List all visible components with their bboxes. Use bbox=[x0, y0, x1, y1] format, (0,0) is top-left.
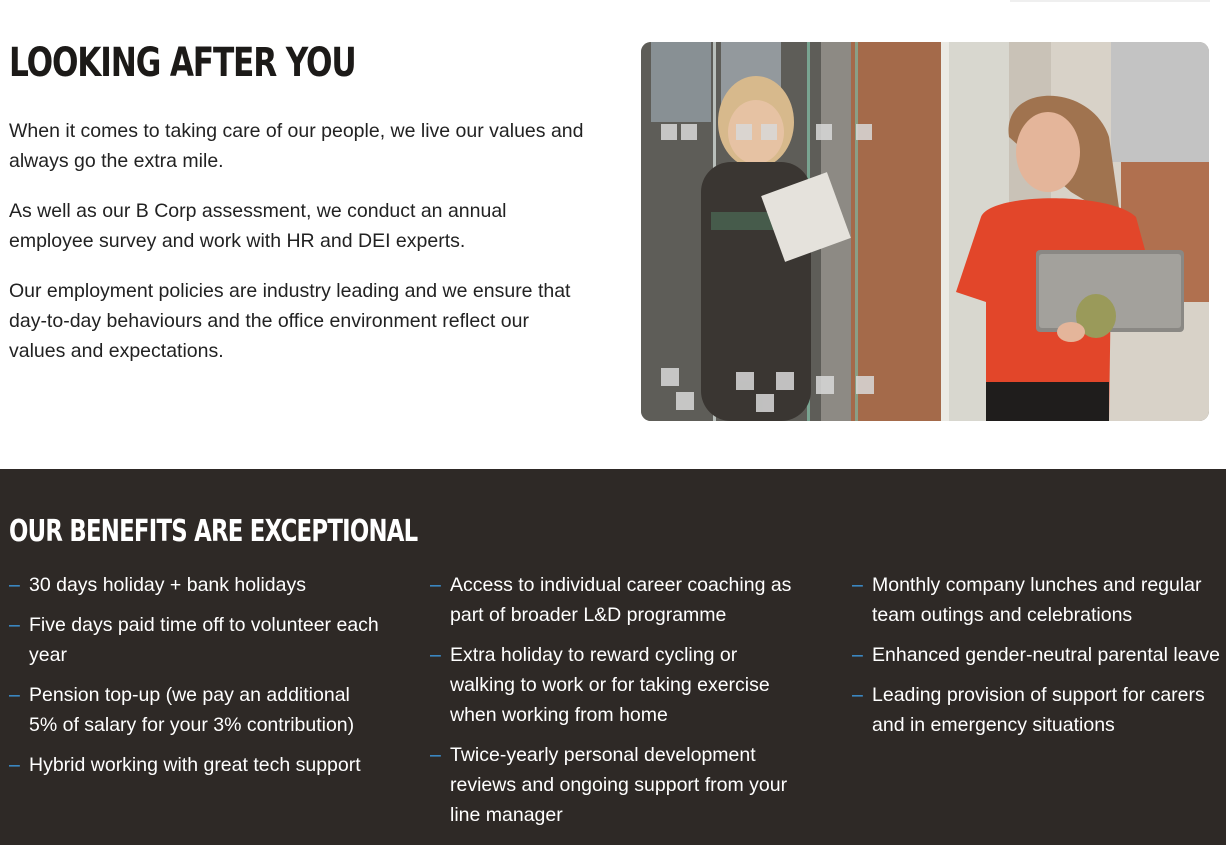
benefit-text: Five days paid time off to volunteer each year bbox=[29, 614, 379, 666]
list-item bbox=[430, 740, 800, 830]
list-item bbox=[430, 640, 800, 730]
benefits-column-3 bbox=[852, 570, 1222, 750]
benefit-text: Extra holiday to reward cycling or walking to work or for taking exercise when working from home bbox=[450, 644, 770, 726]
benefit-text: Enhanced gender-neutral parental leave bbox=[872, 644, 1221, 666]
intro-text bbox=[9, 116, 589, 386]
dash-icon: – bbox=[852, 644, 863, 666]
benefit-text: 30 days holiday + bank holidays bbox=[29, 574, 306, 596]
benefit-text: Pension top-up (we pay an additional 5% of salary for your 3% contribution) bbox=[29, 684, 355, 736]
list-item bbox=[430, 570, 800, 630]
list-item bbox=[9, 610, 379, 670]
intro-paragraph-1: When it comes to taking care of our people, we live our values and always go the extra mile. bbox=[9, 120, 584, 172]
dash-icon: – bbox=[9, 754, 20, 776]
dash-icon: – bbox=[852, 684, 863, 706]
benefit-text: Twice-yearly personal development reviews and ongoing support from your line manager bbox=[450, 744, 788, 826]
benefit-text: Leading provision of support for carers and in emergency situations bbox=[872, 684, 1205, 736]
dash-icon: – bbox=[852, 574, 863, 596]
divider bbox=[1010, 0, 1210, 2]
list-item bbox=[9, 680, 379, 740]
page-title: LOOKING AFTER YOU bbox=[9, 40, 356, 86]
dash-icon: – bbox=[9, 614, 20, 636]
intro-paragraph-3: Our employment policies are industry leading and we ensure that day-to-day behaviours and the office environment reflect our values and expectations. bbox=[9, 280, 571, 362]
list-item bbox=[852, 570, 1222, 630]
dash-icon: – bbox=[9, 684, 20, 706]
benefits-column-2 bbox=[430, 570, 800, 840]
benefit-text: Monthly company lunches and regular team outings and celebrations bbox=[872, 574, 1202, 626]
intro-paragraph-2: As well as our B Corp assessment, we conduct an annual employee survey and work with HR and DEI experts. bbox=[9, 200, 507, 252]
office-photo-icon bbox=[641, 42, 1209, 421]
dash-icon: – bbox=[430, 644, 441, 666]
office-photo bbox=[641, 42, 1209, 421]
benefits-section bbox=[0, 469, 1226, 845]
dash-icon: – bbox=[9, 574, 20, 596]
list-item bbox=[852, 640, 1222, 670]
dash-icon: – bbox=[430, 744, 441, 766]
list-item bbox=[9, 750, 379, 780]
benefit-text: Access to individual career coaching as part of broader L&D programme bbox=[450, 574, 792, 626]
list-item bbox=[852, 680, 1222, 740]
benefits-column-1 bbox=[9, 570, 379, 790]
benefits-title: OUR BENEFITS ARE EXCEPTIONAL bbox=[9, 514, 418, 549]
benefit-text: Hybrid working with great tech support bbox=[29, 754, 361, 776]
list-item bbox=[9, 570, 379, 600]
dash-icon: – bbox=[430, 574, 441, 596]
